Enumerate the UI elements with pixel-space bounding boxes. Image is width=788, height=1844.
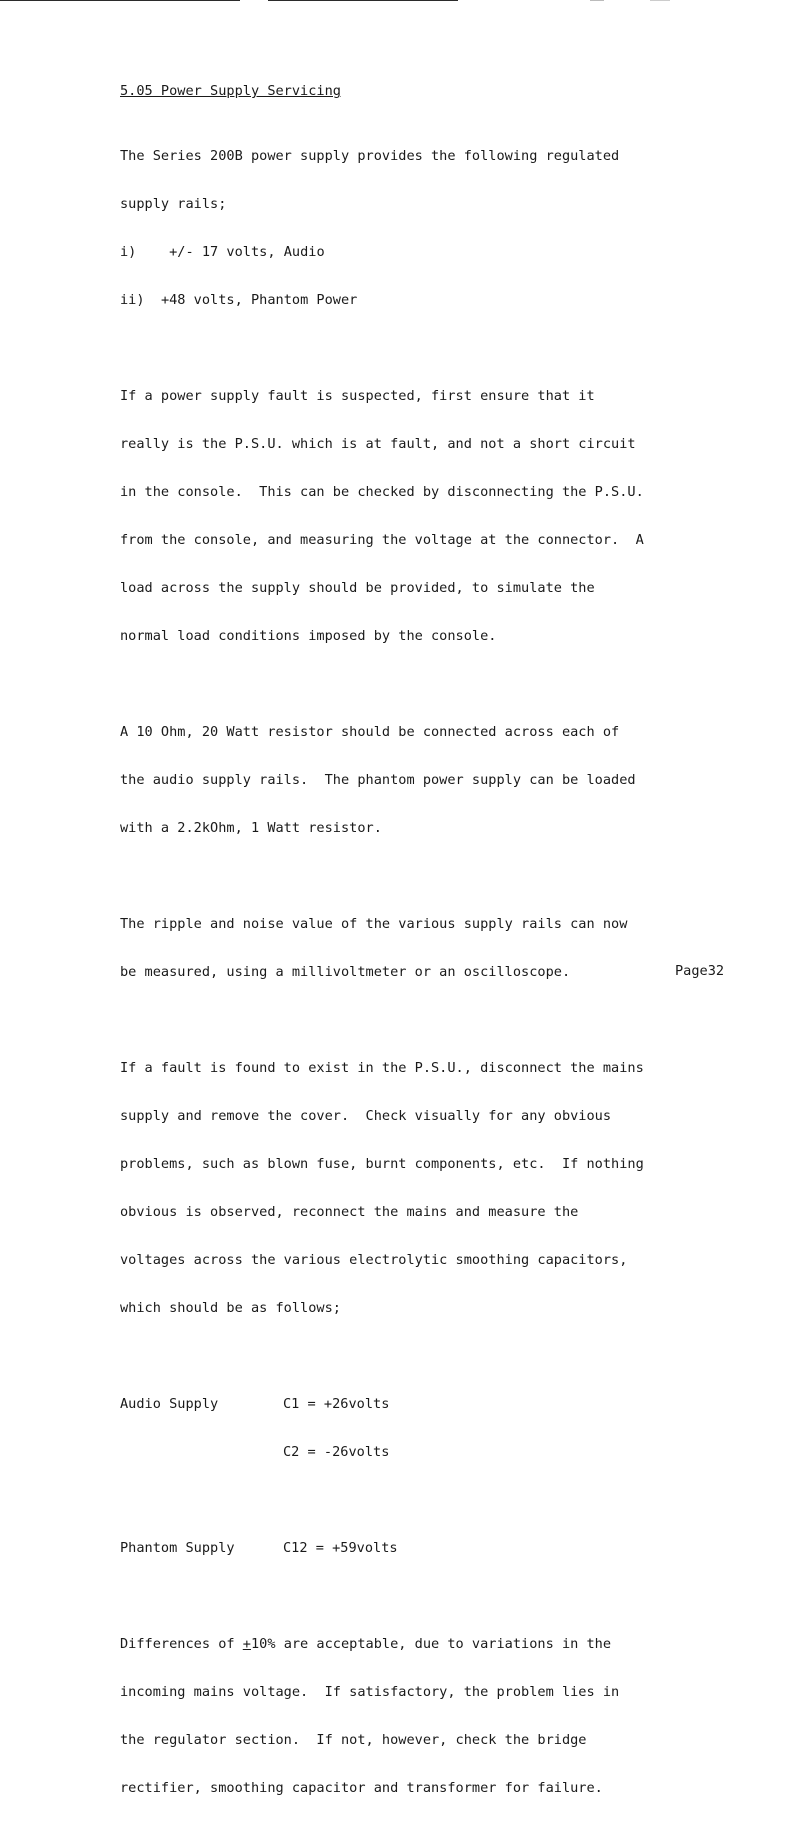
- phantom-supply-voltages: [120, 1508, 750, 1588]
- text-line: rectifier, smoothing capacitor and transformer for failure.: [120, 1780, 603, 1796]
- text-line: Differences of +10% are acceptable, due to variations in the: [120, 1636, 612, 1652]
- text-line: If a fault is found to exist in the P.S.U., disconnect the mains: [120, 1060, 644, 1076]
- phantom-supply-label: Phantom Supply: [120, 1540, 235, 1556]
- voltage-row: [120, 1396, 750, 1412]
- audio-supply-value: C2 = -26volts: [283, 1444, 390, 1460]
- text-line: load across the supply should be provided, to simulate the: [120, 580, 595, 596]
- scan-edge-mark: [650, 0, 670, 1]
- text-line: the regulator section. If not, however, check the bridge: [120, 1732, 587, 1748]
- load-resistor-paragraph: [120, 692, 750, 868]
- text-line: The ripple and noise value of the various supply rails can now: [120, 916, 628, 932]
- text-line: in the console. This can be checked by disconnecting the P.S.U.: [120, 484, 644, 500]
- intro-paragraph: [120, 116, 750, 340]
- section-title: 5.05 Power Supply Servicing: [120, 83, 341, 99]
- tolerance-paragraph: [120, 1604, 750, 1828]
- text-line: A 10 Ohm, 20 Watt resistor should be connected across each of: [120, 724, 620, 740]
- scan-edge-mark: [0, 0, 240, 1]
- text-line: incoming mains voltage. If satisfactory, the problem lies in: [120, 1684, 620, 1700]
- text-line: obvious is observed, reconnect the mains and measure the: [120, 1204, 579, 1220]
- audio-supply-value: C1 = +26volts: [283, 1396, 390, 1412]
- page-number: Page32: [675, 963, 725, 979]
- text-line: If a power supply fault is suspected, first ensure that it: [120, 388, 595, 404]
- fault-check-paragraph: [120, 356, 750, 676]
- text-line: problems, such as blown fuse, burnt components, etc. If nothing: [120, 1156, 644, 1172]
- rail-item: i) +/- 17 volts, Audio: [120, 244, 325, 260]
- psu-fault-paragraph: [120, 1028, 750, 1348]
- text-line: which should be as follows;: [120, 1300, 341, 1316]
- text-line: voltages across the various electrolytic smoothing capacitors,: [120, 1252, 628, 1268]
- ripple-noise-paragraph: [120, 884, 750, 1012]
- text-line: supply rails;: [120, 196, 227, 212]
- document-body: [120, 83, 750, 1844]
- audio-supply-label: Audio Supply: [120, 1396, 219, 1412]
- text-line: with a 2.2kOhm, 1 Watt resistor.: [120, 820, 382, 836]
- scan-edge-mark: [590, 0, 604, 1]
- text-line: normal load conditions imposed by the console.: [120, 628, 497, 644]
- text-line: from the console, and measuring the voltage at the connector. A: [120, 532, 644, 548]
- voltage-row: [120, 1540, 750, 1556]
- text-line: really is the P.S.U. which is at fault, and not a short circuit: [120, 436, 636, 452]
- text-line: be measured, using a millivoltmeter or an oscilloscope.: [120, 964, 571, 980]
- audio-supply-voltages: [120, 1364, 750, 1492]
- plus-minus-sign: +: [242, 1636, 251, 1652]
- voltage-row: [120, 1444, 750, 1460]
- text-line: The Series 200B power supply provides the following regulated: [120, 148, 620, 164]
- phantom-supply-value: C12 = +59volts: [283, 1540, 398, 1556]
- text-line: supply and remove the cover. Check visually for any obvious: [120, 1108, 612, 1124]
- text-line: the audio supply rails. The phantom power supply can be loaded: [120, 772, 636, 788]
- scan-edge-mark: [268, 0, 458, 1]
- rail-item: ii) +48 volts, Phantom Power: [120, 292, 358, 308]
